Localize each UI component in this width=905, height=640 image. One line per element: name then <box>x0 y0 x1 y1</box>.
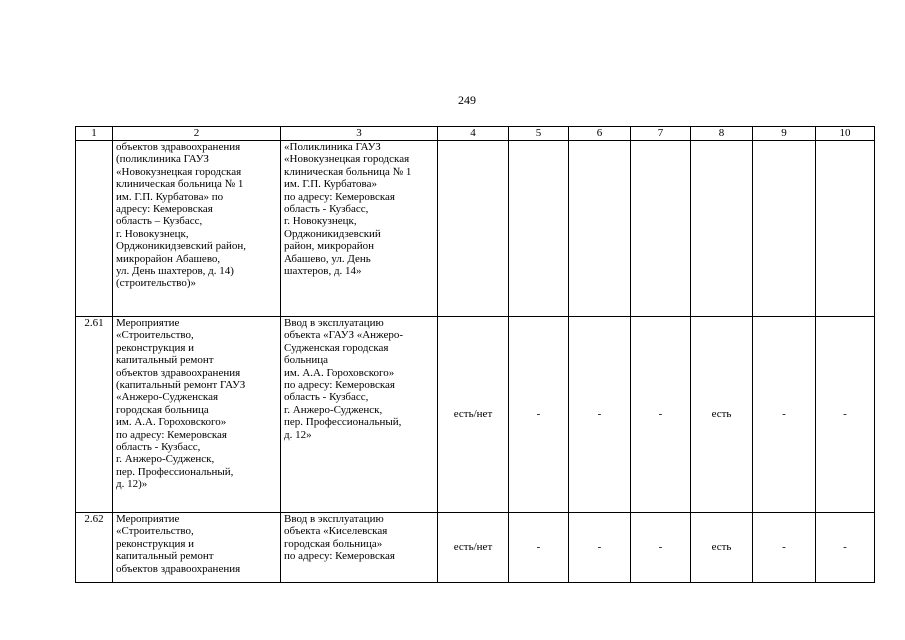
cell: - <box>631 317 691 513</box>
header-cell: 4 <box>438 127 509 141</box>
cell <box>691 141 753 317</box>
header-cell: 3 <box>281 127 438 141</box>
header-row <box>76 127 875 141</box>
event-cell: объектов здравоохранения (поликлиника ГАУЗ «Новокузнецкая городская клиническая больница № 1 им. Г.П. Курбатова» по адресу: Кемеровская область – Кузбасс, г. Новокузнецк, Орджоникидзевский район, микрорайон Абашево, ул. День шахтеров, д. 14) (строительство)» <box>113 141 281 317</box>
header-cell: 9 <box>753 127 816 141</box>
cell <box>631 141 691 317</box>
table-row <box>76 513 875 583</box>
page-number: 249 <box>458 93 476 107</box>
header-cell: 10 <box>816 127 875 141</box>
data-table <box>75 126 875 583</box>
cell <box>438 141 509 317</box>
table-row <box>76 141 875 317</box>
cell: - <box>509 317 569 513</box>
header-cell: 8 <box>691 127 753 141</box>
row-number: 2.62 <box>76 513 113 583</box>
header-cell: 7 <box>631 127 691 141</box>
cell <box>816 141 875 317</box>
result-cell: Ввод в эксплуатацию объекта «Киселевская городская больница» по адресу: Кемеровская <box>281 513 438 583</box>
cell: - <box>816 513 875 583</box>
header-cell: 1 <box>76 127 113 141</box>
result-cell: «Поликлиника ГАУЗ «Новокузнецкая городская клиническая больница № 1 им. Г.П. Курбатова» по адресу: Кемеровская область - Кузбасс, г. Новокузнецк, Орджоникидзевский район, микрорайон Абашево, ул. День шахтеров, д. 14» <box>281 141 438 317</box>
result-cell: Ввод в эксплуатацию объекта «ГАУЗ «Анжеро- Судженская городская больница им. А.А. Гороховского» по адресу: Кемеровская область - Кузбасс, г. Анжеро-Судженск, пер. Профессиональный, д. 12» <box>281 317 438 513</box>
cell <box>569 141 631 317</box>
cell: есть <box>691 317 753 513</box>
cell <box>509 141 569 317</box>
cell: - <box>816 317 875 513</box>
cell: - <box>569 513 631 583</box>
header-cell: 2 <box>113 127 281 141</box>
row-number <box>76 141 113 317</box>
cell: - <box>753 513 816 583</box>
cell: - <box>569 317 631 513</box>
cell: есть/нет <box>438 513 509 583</box>
table-row <box>76 317 875 513</box>
cell <box>753 141 816 317</box>
cell: есть <box>691 513 753 583</box>
header-cell: 5 <box>509 127 569 141</box>
cell: - <box>631 513 691 583</box>
cell: - <box>753 317 816 513</box>
event-cell: Мероприятие «Строительство, реконструкция и капитальный ремонт объектов здравоохранения <box>113 513 281 583</box>
cell: есть/нет <box>438 317 509 513</box>
row-number: 2.61 <box>76 317 113 513</box>
event-cell: Мероприятие «Строительство, реконструкция и капитальный ремонт объектов здравоохранения (капитальный ремонт ГАУЗ «Анжеро-Судженская городская больница им. А.А. Гороховского» по адресу: Кемеровская область - Кузбасс, г. Анжеро-Судженск, пер. Профессиональный, д. 12)» <box>113 317 281 513</box>
cell: - <box>509 513 569 583</box>
header-cell: 6 <box>569 127 631 141</box>
